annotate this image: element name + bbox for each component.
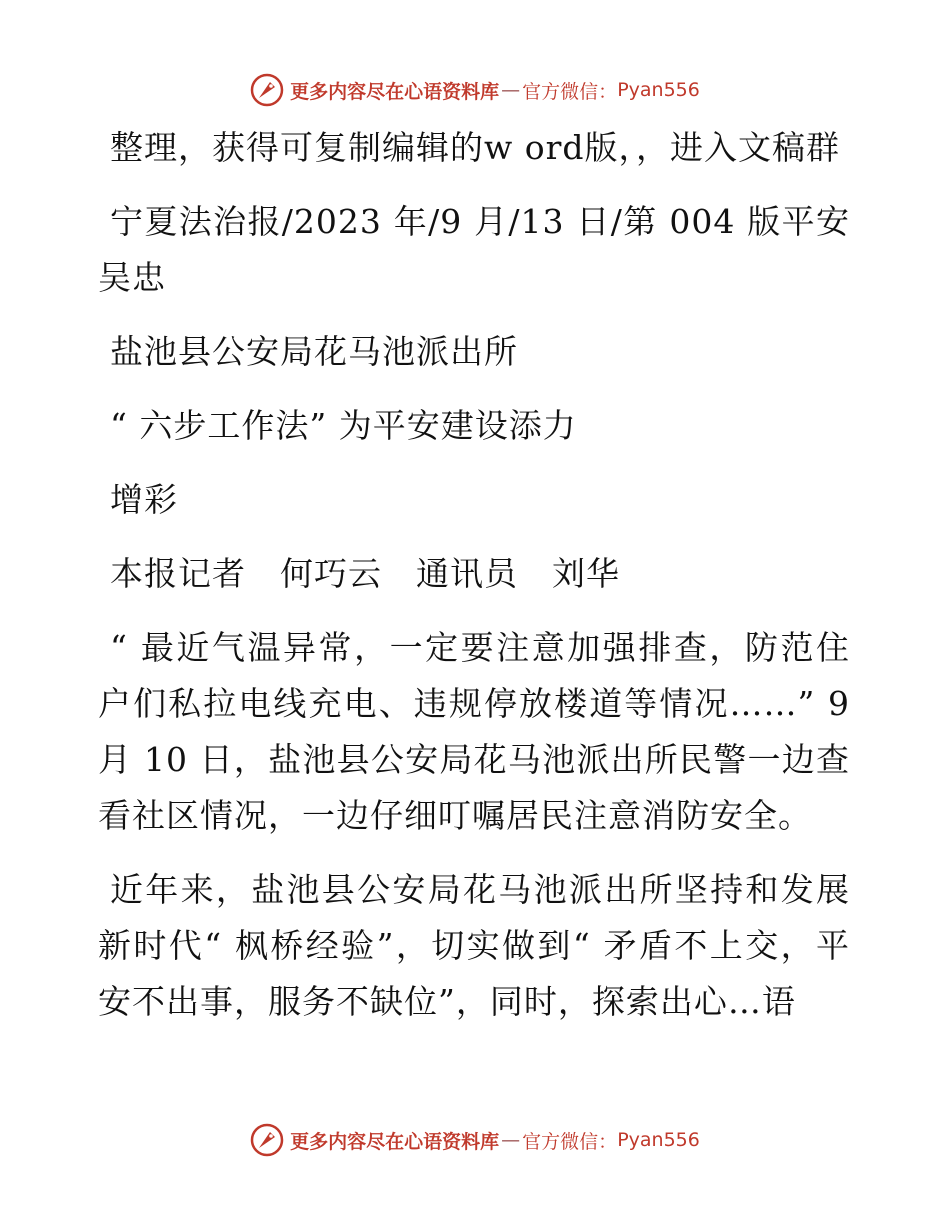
pen-nib-logo-icon xyxy=(250,1123,284,1157)
paragraph-body-1: “ 最近气温异常，一定要注意加强排查，防范住户们私拉电线充电、违规停放楼道等情况……” 9 月 10 日，盐池县公安局花马池派出所民警一边查看社区情况，一边仔细叮嘱居民注意消防安全。 xyxy=(98,628,850,835)
paragraph-headline-cont: 增彩 xyxy=(110,480,178,519)
paragraph-intro: 整理，获得可复制编辑的w ord版，，进入文稿群 xyxy=(110,128,841,167)
banner-text: 更多内容尽在心语资料库 xyxy=(290,1130,500,1153)
pen-nib-logo-icon xyxy=(250,73,284,107)
header-watermark-banner xyxy=(0,70,950,110)
paragraph-org: 盐池县公安局花马池派出所 xyxy=(110,332,518,371)
banner-wechat-id: Pyan556 xyxy=(617,79,700,101)
paragraph-body-2: 近年来，盐池县公安局花马池派出所坚持和发展新时代“ 枫桥经验”，切实做到“ 矛盾不上交，平安不出事，服务不缺位”，同时，探索出心…语 xyxy=(98,870,850,1021)
paragraph-source: 宁夏法治报/2023 年/9 月/13 日/第 004 版平安吴忠 xyxy=(98,202,850,297)
banner-text: 更多内容尽在心语资料库 xyxy=(290,80,500,103)
banner-separator: — xyxy=(501,1129,521,1151)
banner-separator: — xyxy=(501,79,521,101)
banner-wechat-id: Pyan556 xyxy=(617,1129,700,1151)
banner-wechat-label: 官方微信： xyxy=(522,1130,618,1153)
paragraph-headline: “ 六步工作法” 为平安建设添力 xyxy=(110,406,577,445)
paragraph-byline: 本报记者 何巧云 通讯员 刘华 xyxy=(110,554,620,593)
banner-wechat-label: 官方微信： xyxy=(522,80,618,103)
footer-watermark-banner xyxy=(0,1120,950,1160)
document-body xyxy=(98,120,850,1048)
